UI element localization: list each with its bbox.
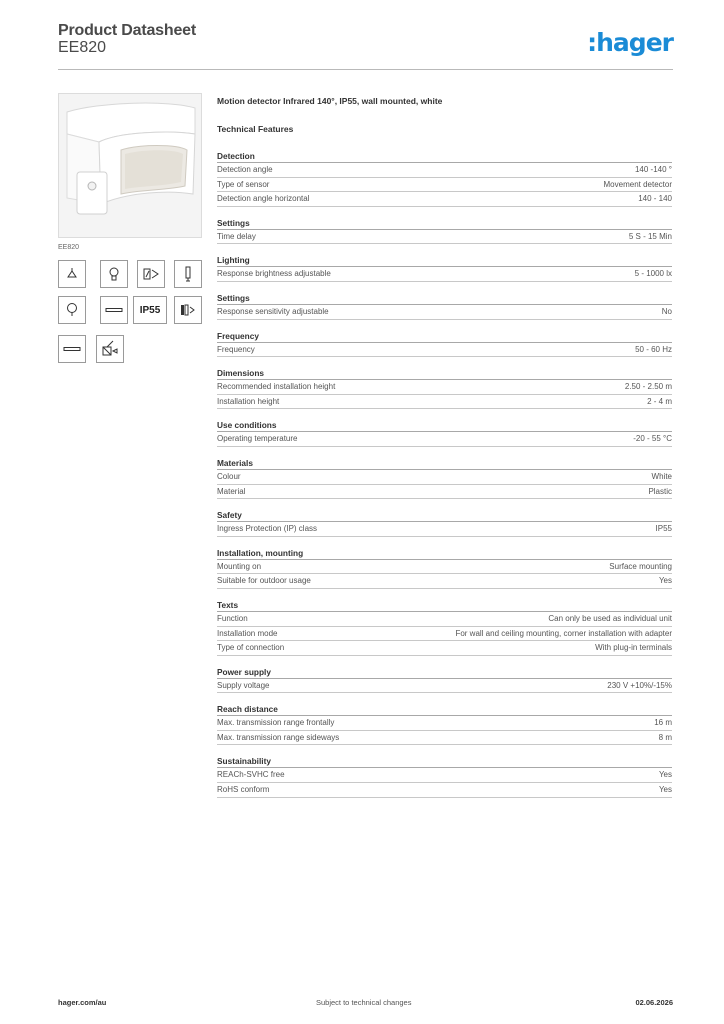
- spec-content: [217, 96, 672, 808]
- spec-label: REACh-SVHC free: [217, 770, 285, 780]
- tube-lamp-icon: [58, 335, 86, 363]
- section-title: Detection: [217, 150, 672, 163]
- spec-value: 5 - 1000 lx: [634, 269, 672, 279]
- spec-section: [217, 509, 672, 537]
- spec-value: White: [651, 471, 672, 481]
- spec-label: Type of connection: [217, 643, 285, 653]
- spec-value: With plug-in terminals: [595, 643, 672, 653]
- spec-value: Surface mounting: [609, 561, 672, 571]
- ceiling-lamp-icon: [58, 260, 86, 288]
- spec-label: Colour: [217, 471, 241, 481]
- section-title: Use conditions: [217, 419, 672, 432]
- spec-value: 16 m: [654, 718, 672, 728]
- spec-label: Suitable for outdoor usage: [217, 576, 311, 586]
- section-title: Texts: [217, 599, 672, 612]
- spec-value: Plastic: [648, 486, 672, 496]
- section-title: Settings: [217, 217, 672, 230]
- spec-row: [217, 192, 672, 207]
- section-title: Safety: [217, 509, 672, 522]
- footer-note: Subject to technical changes: [316, 998, 412, 1007]
- spec-section: [217, 755, 672, 797]
- spec-section: [217, 703, 672, 745]
- fluorescent-tube-icon: [174, 260, 202, 288]
- spec-label: Max. transmission range frontally: [217, 718, 335, 728]
- section-title: Settings: [217, 292, 672, 305]
- section-title: Materials: [217, 457, 672, 470]
- spec-row: [217, 612, 672, 627]
- product-image: [58, 93, 202, 238]
- spec-value: 2 - 4 m: [647, 396, 672, 406]
- spec-row: [217, 679, 672, 694]
- spec-row: [217, 380, 672, 395]
- technical-features-title: Technical Features: [217, 124, 294, 134]
- spec-row: [217, 178, 672, 193]
- spec-section: [217, 547, 672, 589]
- spec-value: For wall and ceiling mounting, corner installation with adapter: [455, 628, 672, 638]
- spec-label: Recommended installation height: [217, 382, 336, 392]
- spec-row: [217, 522, 672, 537]
- spec-value: 230 V +10%/-15%: [607, 680, 672, 690]
- page-title: Product Datasheet: [58, 22, 196, 39]
- spec-row: [217, 768, 672, 783]
- spec-row: [217, 432, 672, 447]
- spec-section: [217, 217, 672, 245]
- spec-row: [217, 395, 672, 410]
- spec-label: Supply voltage: [217, 680, 270, 690]
- spec-row: [217, 343, 672, 358]
- spec-sections: [217, 150, 672, 798]
- spec-label: Detection angle: [217, 165, 273, 174]
- motion-sensor-icon: [137, 260, 165, 288]
- spec-value: Movement detector: [603, 179, 672, 189]
- product-code: EE820: [58, 39, 107, 56]
- section-title: Frequency: [217, 330, 672, 343]
- linear-lamp-icon: [100, 296, 128, 324]
- image-caption: EE820: [58, 244, 80, 251]
- spec-value: -20 - 55 °C: [633, 434, 672, 444]
- spec-value: No: [661, 306, 672, 316]
- ip55-badge: [133, 296, 167, 324]
- spec-row: [217, 574, 672, 589]
- spec-section: [217, 457, 672, 499]
- spec-row: [217, 716, 672, 731]
- spec-value: Yes: [658, 770, 672, 780]
- product-description: Motion detector Infrared 140°, IP55, wall mounted, white: [217, 96, 443, 106]
- spec-row: [217, 641, 672, 656]
- spec-label: Mounting on: [217, 561, 262, 571]
- section-title: Dimensions: [217, 367, 672, 380]
- spec-label: Ingress Protection (IP) class: [217, 524, 318, 534]
- bulb-outline-icon: [58, 296, 86, 324]
- spec-section: [217, 150, 672, 207]
- spec-label: RoHS conform: [217, 785, 270, 795]
- footer-date: 02.06.2026: [635, 998, 673, 1007]
- sensor-adjust-icon: [96, 335, 124, 363]
- spec-row: [217, 230, 672, 245]
- spec-value: IP55: [655, 524, 672, 534]
- hager-logo: :hager: [587, 28, 673, 57]
- spec-value: Can only be used as individual unit: [548, 613, 672, 623]
- led-lamp-icon: [174, 296, 202, 324]
- spec-value: Yes: [658, 576, 672, 586]
- header-divider: [58, 69, 673, 70]
- section-title: Power supply: [217, 666, 672, 679]
- spec-value: 2.50 - 2.50 m: [624, 382, 672, 392]
- section-title: Sustainability: [217, 755, 672, 768]
- spec-value: 8 m: [658, 732, 672, 742]
- spec-row: [217, 731, 672, 746]
- spec-label: Detection angle horizontal: [217, 194, 310, 204]
- bulb-icon: [100, 260, 128, 288]
- spec-row: [217, 470, 672, 485]
- spec-section: [217, 367, 672, 409]
- spec-value: 140 -140 °: [634, 165, 672, 174]
- footer-website: hager.com/au: [58, 998, 107, 1007]
- spec-section: [217, 599, 672, 656]
- section-title: Lighting: [217, 254, 672, 267]
- spec-row: [217, 267, 672, 282]
- spec-section: [217, 666, 672, 694]
- ip55-label: IP55: [139, 304, 161, 316]
- spec-label: Response sensitivity adjustable: [217, 306, 329, 316]
- spec-row: [217, 627, 672, 642]
- spec-label: Type of sensor: [217, 179, 270, 189]
- spec-value: 140 - 140: [638, 194, 672, 204]
- spec-label: Frequency: [217, 344, 255, 354]
- spec-label: Function: [217, 613, 248, 623]
- section-title: Reach distance: [217, 703, 672, 716]
- spec-row: [217, 163, 672, 178]
- spec-section: [217, 254, 672, 282]
- spec-label: Time delay: [217, 231, 256, 241]
- spec-value: Yes: [658, 785, 672, 795]
- page-header: [58, 22, 673, 70]
- spec-row: [217, 560, 672, 575]
- spec-section: [217, 419, 672, 447]
- spec-row: [217, 305, 672, 320]
- spec-label: Response brightness adjustable: [217, 269, 331, 279]
- spec-label: Material: [217, 486, 246, 496]
- spec-label: Operating temperature: [217, 434, 298, 444]
- spec-value: 5 S - 15 Min: [628, 231, 672, 241]
- section-title: Installation, mounting: [217, 547, 672, 560]
- spec-label: Installation height: [217, 396, 280, 406]
- spec-value: 50 - 60 Hz: [635, 344, 672, 354]
- spec-section: [217, 330, 672, 358]
- spec-row: [217, 783, 672, 798]
- spec-section: [217, 292, 672, 320]
- spec-label: Installation mode: [217, 628, 278, 638]
- spec-label: Max. transmission range sideways: [217, 732, 340, 742]
- spec-row: [217, 485, 672, 500]
